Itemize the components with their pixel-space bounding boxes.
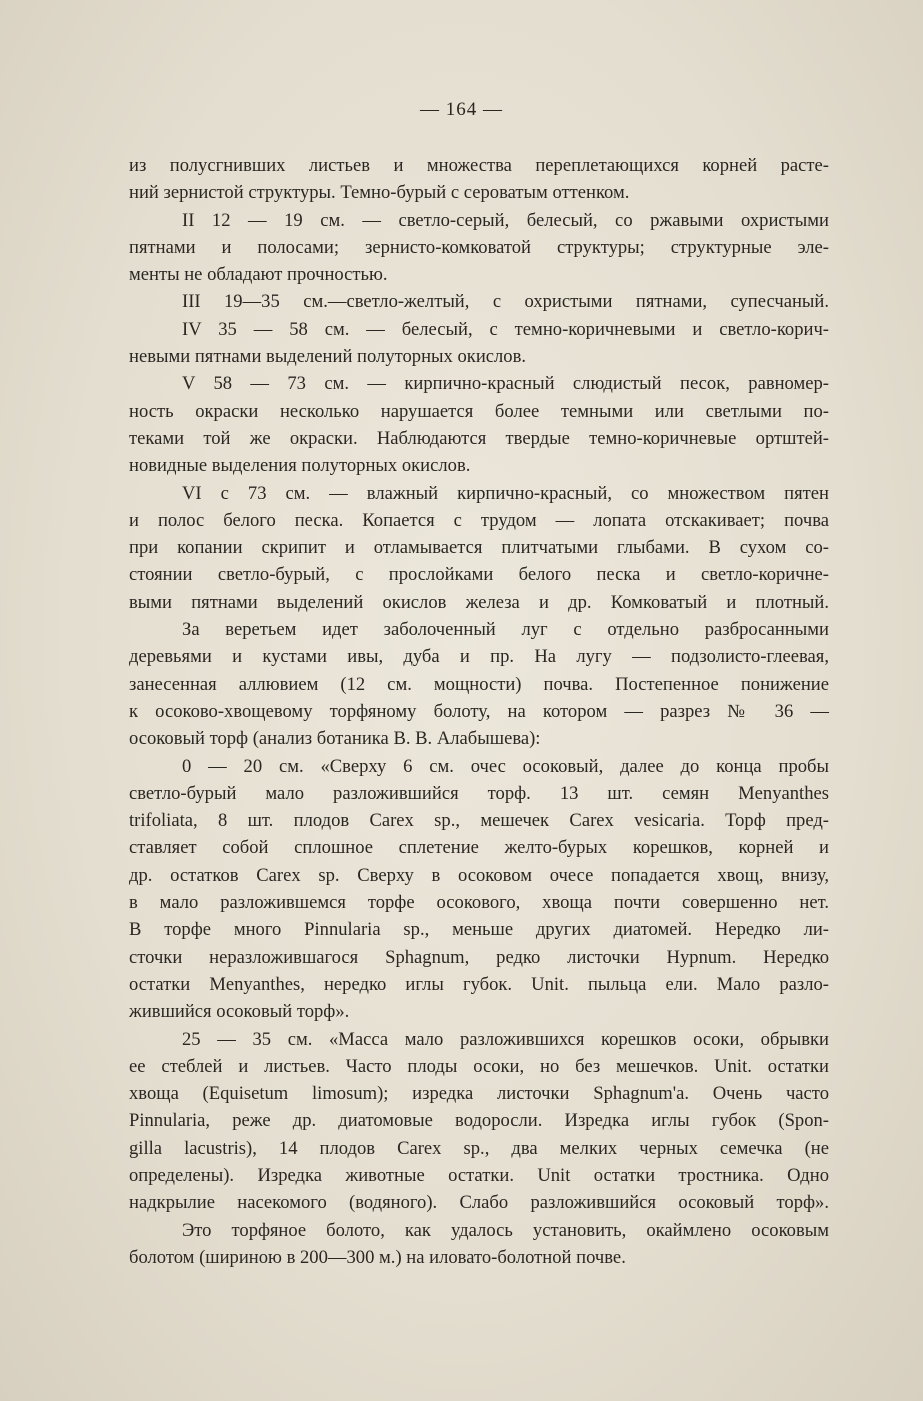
- text-line: в мало разложившемся торфе осокового, хвоща почти совершенно нет.: [129, 892, 829, 914]
- text-line: менты не обладают прочностью.: [129, 264, 388, 286]
- page-number: — 164 —: [420, 99, 503, 120]
- text-line: стоянии светло-бурый, с прослойками белого песка и светло-коричне-: [129, 564, 829, 586]
- text-line: новидные выделения полуторных окислов.: [129, 455, 471, 477]
- text-line: За веретьем идет заболоченный луг с отдельно разбросанными: [182, 619, 829, 641]
- text-line: и полос белого песка. Копается с трудом — лопата отскакивает; почва: [129, 509, 829, 531]
- text-line: VI с 73 см. — влажный кирпично-красный, со множеством пятен: [182, 482, 829, 504]
- text-line: gilla lacustris), 14 плодов Carex sp., два мелких черных семечка (не: [129, 1137, 829, 1159]
- text-line: занесенная аллювием (12 см. мощности) почва. Постепенное понижение: [129, 673, 829, 695]
- text-line: выми пятнами выделений окислов железа и др. Комковатый и плотный.: [129, 591, 829, 613]
- text-line: III 19—35 см.—светло-желтый, с охристыми пятнами, супесчаный.: [182, 291, 829, 313]
- text-line: II 12 — 19 см. — светло-серый, белесый, со ржавыми охристыми: [182, 209, 829, 231]
- text-line: др. остатков Carex sp. Сверху в осоковом очесе попадается хвощ, внизу,: [129, 864, 829, 886]
- text-line: деревьями и кустами ивы, дуба и пр. На лугу — подзолисто-глеевая,: [129, 646, 829, 668]
- text-line: осоковый торф (анализ ботаника В. В. Алабышева):: [129, 728, 541, 750]
- text-line: 0 — 20 см. «Сверху 6 см. очес осоковый, далее до конца пробы: [182, 755, 829, 777]
- text-line: V 58 — 73 см. — кирпично-красный слюдистый песок, равномер-: [182, 373, 829, 395]
- text-line: ставляет собой сплошное сплетение желто-бурых корешков, корней и: [129, 837, 829, 859]
- text-line: хвоща (Equisetum limosum); изредка листочки Sphagnum'a. Очень часто: [129, 1083, 829, 1105]
- text-line: пятнами и полосами; зернисто-комковатой структуры; структурные эле-: [129, 236, 829, 258]
- text-line: при копании скрипит и отламывается плитчатыми глыбами. В сухом со-: [129, 537, 829, 559]
- text-line: ний зернистой структуры. Темно-бурый с сероватым оттенком.: [129, 182, 630, 204]
- text-line: остатки Menyanthes, нередко иглы губок. Unit. пыльца ели. Мало разло-: [129, 973, 829, 995]
- text-line: теками той же окраски. Наблюдаются твердые темно-коричневые ортштей-: [129, 427, 829, 449]
- text-line: В торфе много Pinnularia sp., меньше других диатомей. Нередко ли-: [129, 919, 829, 941]
- text-line: trifoliata, 8 шт. плодов Carex sp., мешечек Carex vesicaria. Торф пред-: [129, 810, 829, 832]
- text-line: надкрылие насекомого (водяного). Слабо разложившийся осоковый торф».: [129, 1192, 829, 1214]
- text-line: сточки неразложившагося Sphagnum, редко листочки Hypnum. Нередко: [129, 946, 829, 968]
- text-line: из полусгнивших листьев и множества переплетающихся корней расте-: [129, 155, 829, 176]
- text-line: Pinnularia, реже др. диатомовые водоросли. Изредка иглы губок (Spon-: [129, 1110, 829, 1132]
- text-line: к осоково-хвощевому торфяному болоту, на котором — разрез № 36 —: [129, 700, 829, 722]
- text-line: 25 — 35 см. «Масса мало разложившихся корешков осоки, обрывки: [182, 1028, 829, 1050]
- text-line: невыми пятнами выделений полуторных окислов.: [129, 346, 527, 368]
- text-line: светло-бурый мало разложившийся торф. 13 шт. семян Menyanthes: [129, 782, 829, 804]
- text-line: Это торфяное болото, как удалось установить, окаймлено осоковым: [182, 1219, 829, 1241]
- text-line: IV 35 — 58 см. — белесый, с темно-коричневыми и светло-корич-: [182, 318, 829, 340]
- body-text: [129, 152, 829, 1271]
- text-line: ее стеблей и листьев. Часто плоды осоки, но без мешечков. Unit. остатки: [129, 1055, 829, 1077]
- text-line: определены). Изредка животные остатки. Unit остатки тростника. Одно: [129, 1164, 829, 1186]
- text-line: жившийся осоковый торф».: [129, 1001, 350, 1023]
- text-line: ность окраски несколько нарушается более темными или светлыми по-: [129, 400, 829, 422]
- text-line: болотом (шириною в 200—300 м.) на иловато-болотной почве.: [129, 1246, 626, 1268]
